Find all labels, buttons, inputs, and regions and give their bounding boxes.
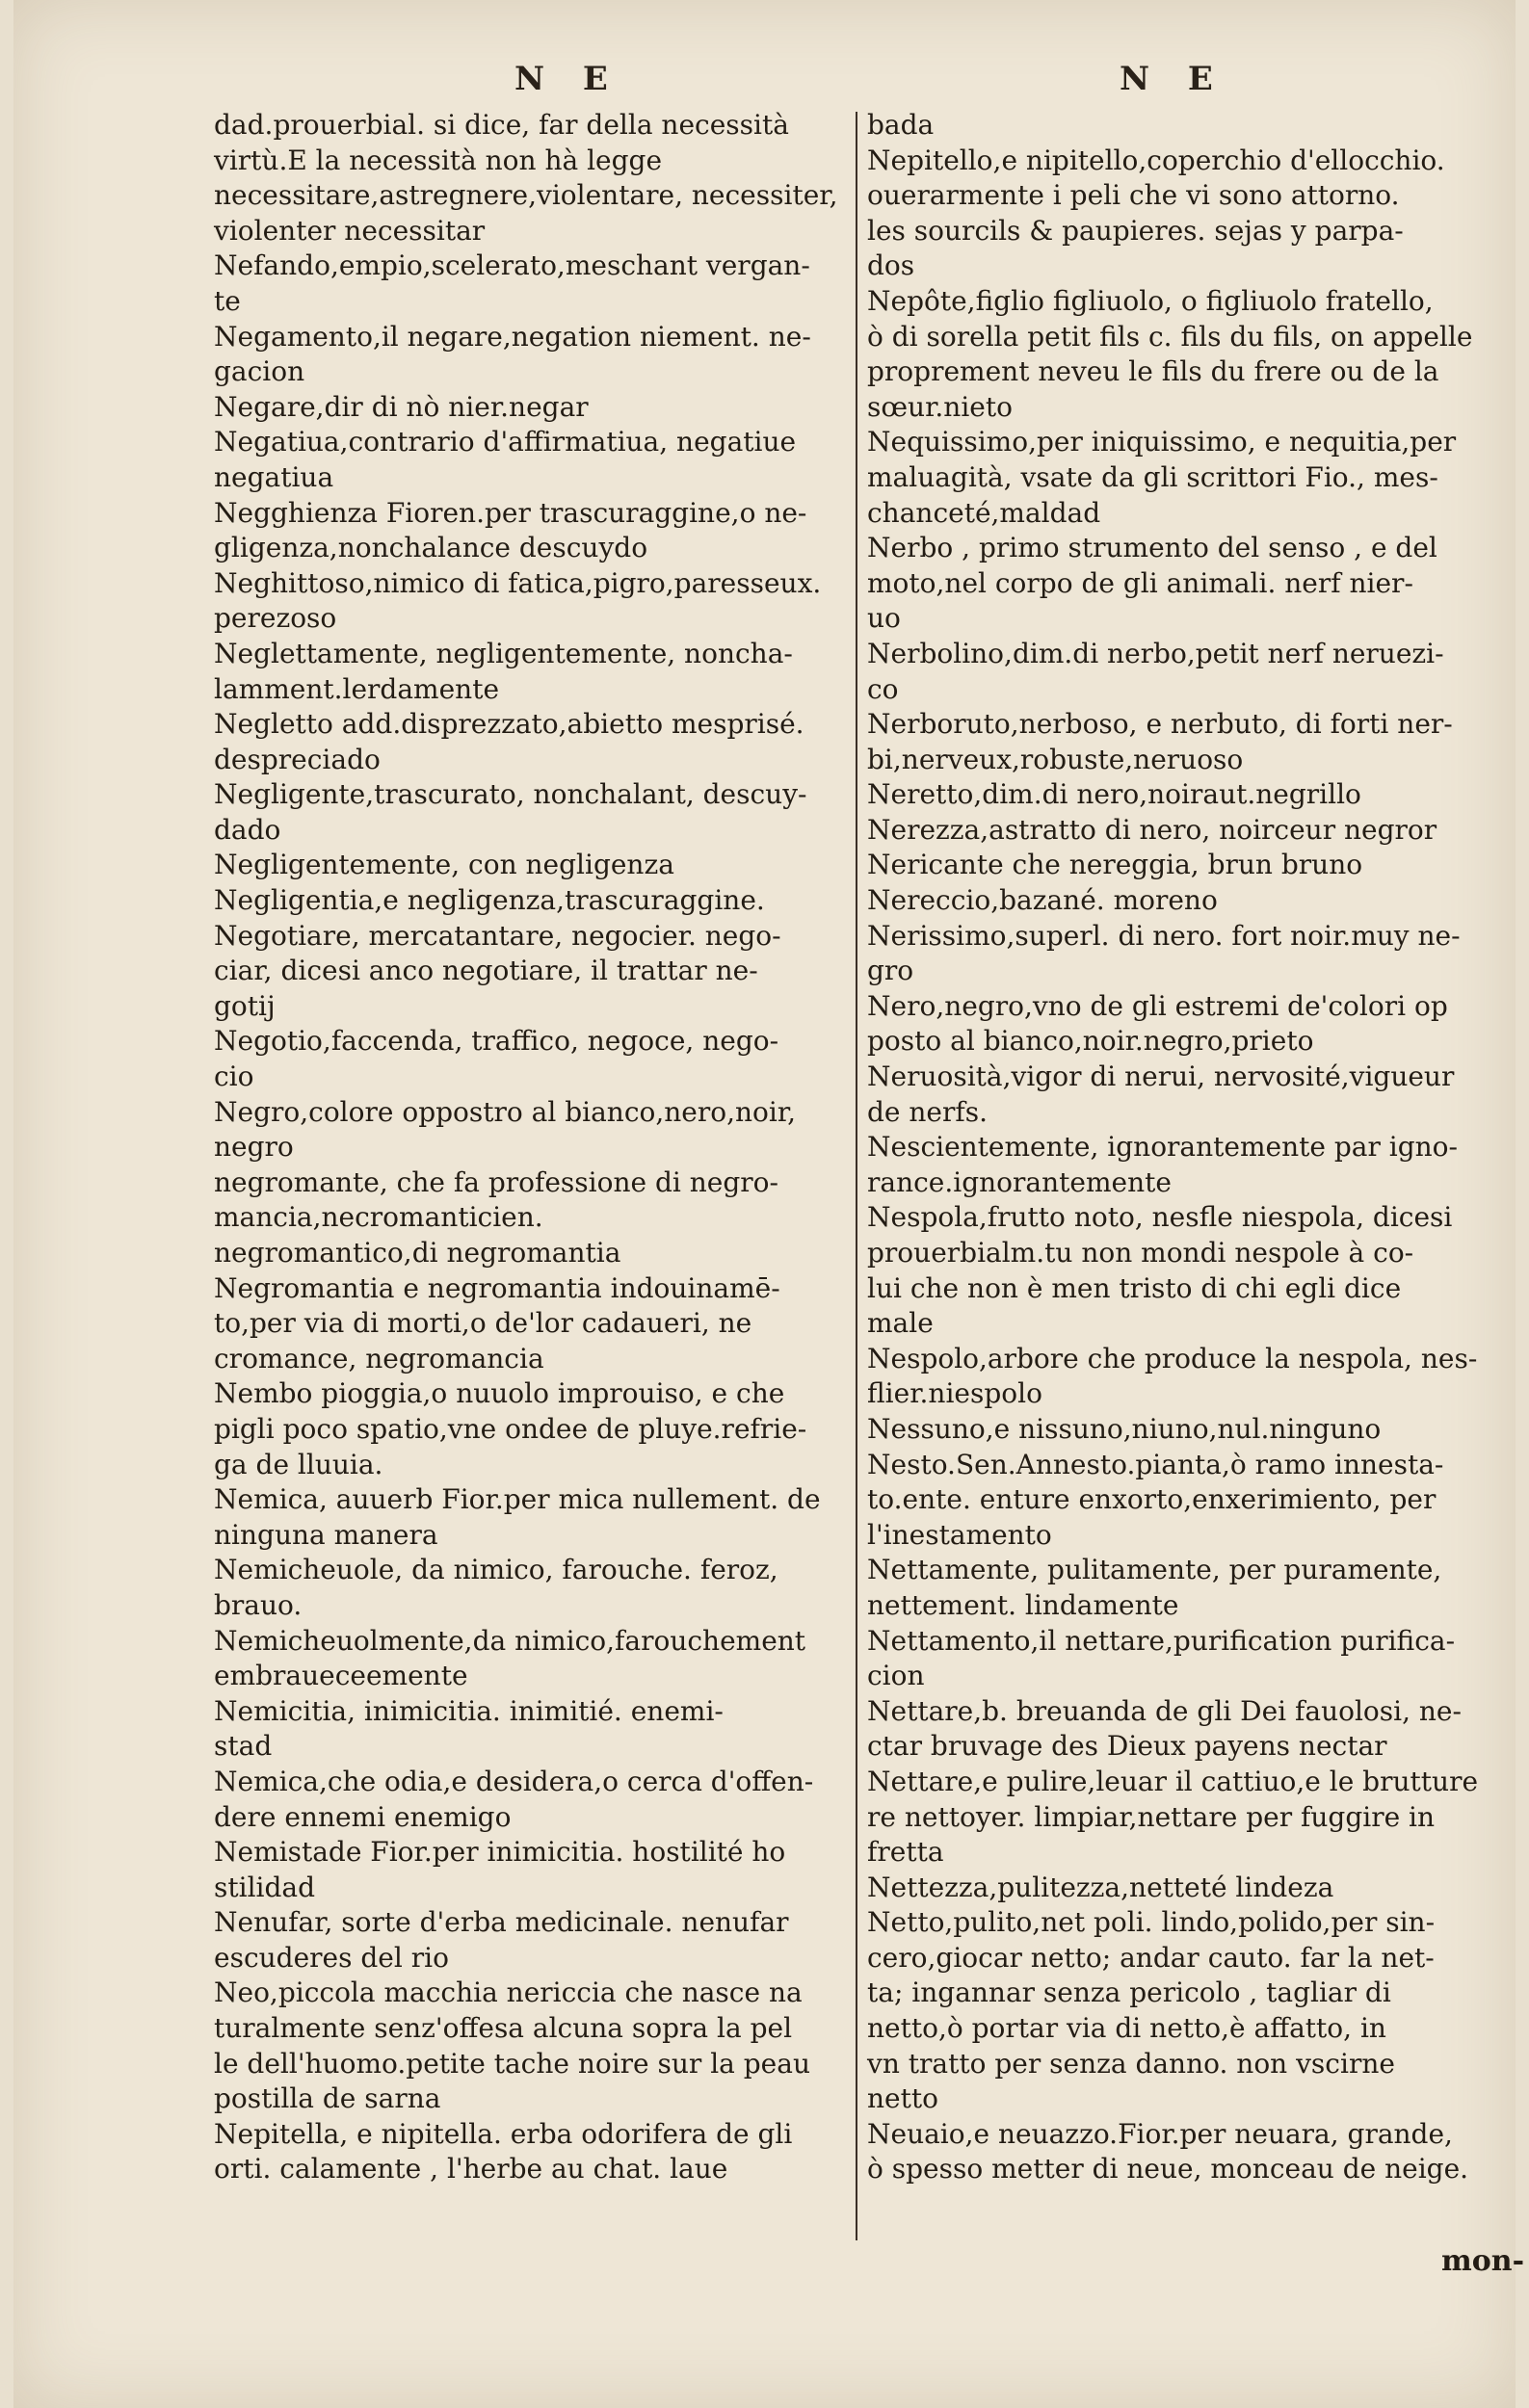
entry-line: orti. calamente , l'herbe au chat. laue bbox=[214, 2153, 728, 2186]
entry-line: prouerbialm.tu non mondi nespole à co- bbox=[867, 1237, 1414, 1269]
entry-line: ta; ingannar senza pericolo , tagliar di bbox=[867, 1976, 1391, 2009]
entry-line: re nettoyer. limpiar,nettare per fuggire in bbox=[867, 1800, 1436, 1833]
entry-line: Nessuno,e nissuno,niuno,nul.ninguno bbox=[867, 1412, 1382, 1445]
entry-line: de nerfs. bbox=[867, 1095, 989, 1128]
entry-line: male bbox=[867, 1307, 934, 1340]
entry-line: Nettamento,il nettare,purification purifica- bbox=[867, 1624, 1456, 1657]
entry-line: Nerissimo,superl. di nero. fort noir.muy ne- bbox=[867, 919, 1461, 952]
entry-line: negromante, che fa professione di negro- bbox=[214, 1165, 778, 1198]
entry-line: necessitare,astregnere,violentare, necessiter, bbox=[214, 179, 838, 212]
entry-line: turalmente senz'offesa alcuna sopra la pel bbox=[214, 2012, 793, 2045]
entry-line: l'inestamento bbox=[867, 1518, 1052, 1551]
entry-line: dere ennemi enemigo bbox=[214, 1800, 512, 1833]
entry-line: Negletto add.disprezzato,abietto mesprisé. bbox=[214, 708, 804, 741]
entry-line: Nemica, auuerb Fior.per mica nullement. de bbox=[214, 1483, 821, 1516]
entry-line: bada bbox=[867, 109, 935, 141]
entry-line: cero,giocar netto; andar cauto. far la net- bbox=[867, 1941, 1435, 1974]
entry-line: ò di sorella petit fils c. fils du fils, on appelle bbox=[867, 320, 1473, 353]
entry-line: Neruosità,vigor di nerui, nervosité,vigueur bbox=[867, 1060, 1455, 1093]
entry-line: Nequissimo,per iniquissimo, e nequitia,per bbox=[867, 426, 1457, 458]
entry-line: stad bbox=[214, 1730, 273, 1763]
entry-line: Nereccio,bazané. moreno bbox=[867, 884, 1218, 917]
entry-line: moto,nel corpo de gli animali. nerf nier- bbox=[867, 566, 1413, 599]
entry-line: Nettare,b. breuanda de gli Dei fauolosi, ne- bbox=[867, 1694, 1462, 1727]
entry-line: embraueceemente bbox=[214, 1660, 468, 1692]
entry-line: to.ente. enture enxorto,enxerimiento, per bbox=[867, 1483, 1437, 1516]
entry-line: brauo. bbox=[214, 1588, 303, 1621]
entry-line: sœur.nieto bbox=[867, 390, 1013, 423]
entry-line: ò spesso metter di neue, monceau de neige. bbox=[867, 2153, 1469, 2186]
entry-line: Negotiare, mercatantare, negocier. nego- bbox=[214, 919, 781, 952]
left-column bbox=[214, 108, 852, 2187]
entry-line: cion bbox=[867, 1660, 925, 1692]
catchword: mon- bbox=[1441, 2244, 1525, 2278]
column-divider bbox=[856, 112, 857, 2240]
entry-line: gotij bbox=[214, 989, 276, 1022]
entry-line: maluagità, vsate da gli scrittori Fio., mes- bbox=[867, 460, 1438, 493]
entry-line: virtù.E la necessità non hà legge bbox=[214, 144, 663, 176]
entry-line: chanceté,maldad bbox=[867, 496, 1101, 529]
entry-line: lamment.lerdamente bbox=[214, 672, 500, 705]
entry-line: Nerezza,astratto di nero, noirceur negror bbox=[867, 813, 1437, 846]
entry-line: les sourcils & paupieres. sejas y parpa- bbox=[867, 214, 1404, 247]
entry-line: gacion bbox=[214, 355, 305, 388]
entry-line: Nemica,che odia,e desidera,o cerca d'offen- bbox=[214, 1765, 814, 1797]
entry-line: negatiua bbox=[214, 460, 334, 493]
entry-line: Negligente,trascurato, nonchalant, descuy- bbox=[214, 778, 807, 811]
entry-line: violenter necessitar bbox=[214, 214, 486, 247]
entry-line: Nepitello,e nipitello,coperchio d'ellocchio. bbox=[867, 144, 1445, 176]
entry-line: Nemicheuole, da nimico, farouche. feroz, bbox=[214, 1554, 778, 1586]
entry-line: negro bbox=[214, 1131, 294, 1164]
left-running-head: N E bbox=[514, 60, 621, 98]
entry-line: Nescientemente, ignorantemente par igno- bbox=[867, 1131, 1458, 1164]
entry-line: netto bbox=[867, 2082, 938, 2115]
entry-line: perezoso bbox=[214, 602, 337, 635]
entry-line: Neuaio,e neuazzo.Fior.per neuara, grande, bbox=[867, 2117, 1453, 2150]
entry-line: Neo,piccola macchia nericcia che nasce na bbox=[214, 1976, 803, 2009]
entry-line: Neglettamente, negligentemente, noncha- bbox=[214, 637, 793, 669]
entry-line: Nerbo , primo strumento del senso , e del bbox=[867, 532, 1437, 564]
entry-line: Nembo pioggia,o nuuolo improuiso, e che bbox=[214, 1377, 785, 1410]
entry-line: dad.prouerbial. si dice, far della necessità bbox=[214, 109, 789, 141]
entry-line: vn tratto per senza danno. non vscirne bbox=[867, 2047, 1395, 2080]
entry-line: Nericante che nereggia, brun bruno bbox=[867, 849, 1363, 881]
entry-line: te bbox=[214, 284, 241, 317]
entry-line: Negatiua,contrario d'affirmatiua, negatiue bbox=[214, 426, 797, 458]
entry-line: Nero,negro,vno de gli estremi de'colori op bbox=[867, 989, 1448, 1022]
entry-line: Nespola,frutto noto, nesfle niespola, dicesi bbox=[867, 1201, 1453, 1234]
entry-line: mancia,necromanticien. bbox=[214, 1201, 543, 1234]
right-column bbox=[867, 108, 1505, 2187]
entry-line: bi,nerveux,robuste,neruoso bbox=[867, 743, 1244, 775]
entry-line: lui che non è men tristo di chi egli dice bbox=[867, 1271, 1402, 1304]
entry-line: Nespolo,arbore che produce la nespola, nes- bbox=[867, 1342, 1478, 1374]
entry-line: fretta bbox=[867, 1836, 944, 1869]
entry-line: rance.ignorantemente bbox=[867, 1165, 1172, 1198]
entry-line: cromance, negromancia bbox=[214, 1342, 544, 1374]
entry-line: Nemicitia, inimicitia. inimitié. enemi- bbox=[214, 1694, 724, 1727]
entry-line: ctar bruvage des Dieux payens nectar bbox=[867, 1730, 1387, 1763]
entry-line: gro bbox=[867, 955, 914, 987]
entry-line: le dell'huomo.petite tache noire sur la peau bbox=[214, 2047, 810, 2080]
entry-line: Neghittoso,nimico di fatica,pigro,paresseux. bbox=[214, 566, 822, 599]
entry-line: Neretto,dim.di nero,noiraut.negrillo bbox=[867, 778, 1361, 811]
entry-line: escuderes del rio bbox=[214, 1941, 449, 1974]
entry-line: dado bbox=[214, 813, 281, 846]
entry-line: stilidad bbox=[214, 1871, 316, 1903]
entry-line: Negro,colore oppostro al bianco,nero,noir, bbox=[214, 1095, 797, 1128]
entry-line: Nenufar, sorte d'erba medicinale. nenufar bbox=[214, 1906, 789, 1939]
entry-line: negromantico,di negromantia bbox=[214, 1237, 621, 1269]
entry-line: flier.niespolo bbox=[867, 1377, 1042, 1410]
entry-line: co bbox=[867, 672, 899, 705]
entry-line: Nerboruto,nerboso, e nerbuto, di forti ner- bbox=[867, 708, 1453, 741]
entry-line: Negghienza Fioren.per trascuraggine,o ne- bbox=[214, 496, 807, 529]
entry-line: Negare,dir di nò nier.negar bbox=[214, 390, 589, 423]
entry-line: Nesto.Sen.Annesto.pianta,ò ramo innesta- bbox=[867, 1448, 1444, 1480]
entry-line: Nepôte,figlio figliuolo, o figliuolo fratello, bbox=[867, 284, 1434, 317]
entry-line: nettement. lindamente bbox=[867, 1588, 1179, 1621]
entry-line: Negligentemente, con negligenza bbox=[214, 849, 674, 881]
entry-line: uo bbox=[867, 602, 901, 635]
entry-line: ouerarmente i peli che vi sono attorno. bbox=[867, 179, 1400, 212]
entry-line: to,per via di morti,o de'lor cadaueri, ne bbox=[214, 1307, 752, 1340]
entry-line: ciar, dicesi anco negotiare, il trattar ne- bbox=[214, 955, 758, 987]
entry-line: Netto,pulito,net poli. lindo,polido,per sin- bbox=[867, 1906, 1436, 1939]
entry-line: dos bbox=[867, 249, 915, 282]
entry-line: proprement neveu le fils du frere ou de la bbox=[867, 355, 1439, 388]
entry-line: Nettamente, pulitamente, per puramente, bbox=[867, 1554, 1442, 1586]
entry-line: gligenza,nonchalance descuydo bbox=[214, 532, 648, 564]
entry-line: postilla de sarna bbox=[214, 2082, 441, 2115]
entry-line: ninguna manera bbox=[214, 1518, 438, 1551]
entry-line: posto al bianco,noir.negro,prieto bbox=[867, 1025, 1314, 1058]
entry-line: Negligentia,e negligenza,trascuraggine. bbox=[214, 884, 765, 917]
entry-line: Nettare,e pulire,leuar il cattiuo,e le brutture bbox=[867, 1765, 1479, 1797]
entry-line: Nerbolino,dim.di nerbo,petit nerf neruezi- bbox=[867, 637, 1444, 669]
entry-line: netto,ò portar via di netto,è affatto, in bbox=[867, 2012, 1386, 2045]
entry-line: pigli poco spatio,vne ondee de pluye.refrie- bbox=[214, 1412, 807, 1445]
right-running-head: N E bbox=[1120, 60, 1226, 98]
entry-line: Negamento,il negare,negation niement. ne- bbox=[214, 320, 811, 353]
entry-line: cio bbox=[214, 1060, 254, 1093]
entry-line: Negotio,faccenda, traffico, negoce, nego- bbox=[214, 1025, 779, 1058]
entry-line: ga de lluuia. bbox=[214, 1448, 383, 1480]
entry-line: Nepitella, e nipitella. erba odorifera de gli bbox=[214, 2117, 793, 2150]
entry-line: Nemicheuolmente,da nimico,farouchement bbox=[214, 1624, 806, 1657]
entry-line: Nemistade Fior.per inimicitia. hostilité ho bbox=[214, 1836, 786, 1869]
dictionary-page bbox=[13, 0, 1525, 2408]
entry-line: Nettezza,pulitezza,netteté lindeza bbox=[867, 1871, 1334, 1903]
entry-line: despreciado bbox=[214, 743, 381, 775]
entry-line: Negromantia e negromantia indouinamē- bbox=[214, 1271, 780, 1304]
entry-line: Nefando,empio,scelerato,meschant vergan- bbox=[214, 249, 810, 282]
